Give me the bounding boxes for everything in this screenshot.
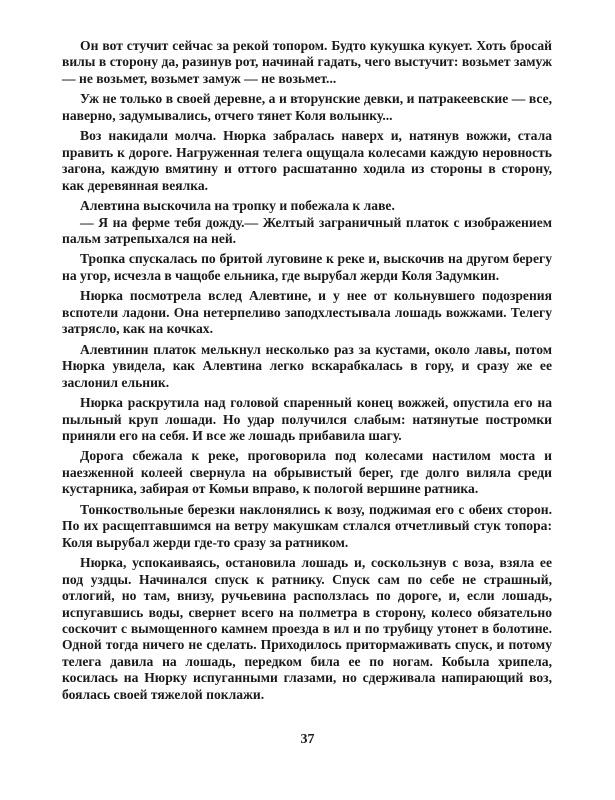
- paragraph-2: Уж не только в своей деревне, а и вторунские девки, и патракеевские — все, наверно, задумывались, отчего тянет Коля волынку...: [62, 91, 552, 123]
- paragraph-6: Тропка спускалась по бритой луговине к реке и, выскочив на другом берегу на угор, исчезла в чащобе ельника, где вырубал жерди Коля Задумкин.: [62, 251, 552, 283]
- paragraph-10: Дорога сбежала к реке, проговорила под колесами настилом моста и наезженной колеей свернула на обрывистый берег, где долго виляла среди кустарника, забирая от Комьи вправо, к пологой вершине ратника.: [62, 448, 552, 497]
- paragraph-8: Алевтинин платок мелькнул несколько раз за кустами, около лавы, потом Нюрка увидела, как Алевтина легко вскарабкалась в гору, и сразу же ее заслонил ельник.: [62, 341, 552, 390]
- paragraph-4: Алевтина выскочила на тропку и побежала к лаве.: [80, 198, 395, 214]
- paragraph-11: Тонкоствольные березки наклонялись к возу, поджимая его с обеих сторон. По их расщептавшимся на ветру макушкам стлался отчетливый стук топора: Коля вырубал жерди где-то сразу за ратником.: [62, 501, 552, 550]
- paragraph-5: — Я на ферме тебя дожду.— Желтый заграничный платок с изображением пальм затрепыхался на ней.: [62, 214, 552, 246]
- body-text: [62, 38, 552, 707]
- paragraph-3: Воз накидали молча. Нюрка забралась наверх и, натянув вожжи, стала править к дороге. Нагруженная телега ощущала колесами каждую неровность загона, каждую вмятину и оттого расшатанно ходила из стороны в сторону, как деревянная веялка.: [62, 128, 552, 193]
- page-number: 37: [300, 732, 315, 747]
- paragraph-1: Он вот стучит сейчас за рекой топором. Будто кукушка кукует. Хоть бросай вилы в сторону да, разинув рот, начинай гадать, чего выстучит: возьмет замуж — не возьмет, возьмет замуж — не возьмет...: [62, 38, 552, 86]
- paragraph-12: Нюрка, успокаиваясь, остановила лошадь и, соскользнув с воза, взяла ее под уздцы. Начинался спуск к ратнику. Спуск сам по себе не страшный, отлогий, но там, внизу, ручьевина расползлась по дороге, и, если лошадь, испугавшись воды, свернет всего на полметра в сторону, колесо обязательно соскочит с вымощенного камнем проезда в ил и по трубицу утонет в болотине. Одной тогда ничего не сделать. Приходилось притормаживать спуск, и потому телега давила на лошадь, передком била ее по ногам. Кобыла хрипела, косилась на Нюрку испуганными глазами, но сдерживала напирающий воз, боялась своей тяжелой поклажи.: [62, 555, 552, 702]
- paragraph-7: Нюрка посмотрела вслед Алевтине, и у нее от кольнувшего подозрения вспотели ладони. Она нетерпеливо заподхлестывала лошадь вожжами. Телегу затрясло, как на кочках.: [62, 288, 552, 337]
- paragraph-9: Нюрка раскрутила над головой спаренный конец вожжей, опустила его на пыльный круп лошади. Но удар получился слабым: натянутые постромки приняли его на себя. И все же лошадь прибавила шагу.: [62, 395, 552, 443]
